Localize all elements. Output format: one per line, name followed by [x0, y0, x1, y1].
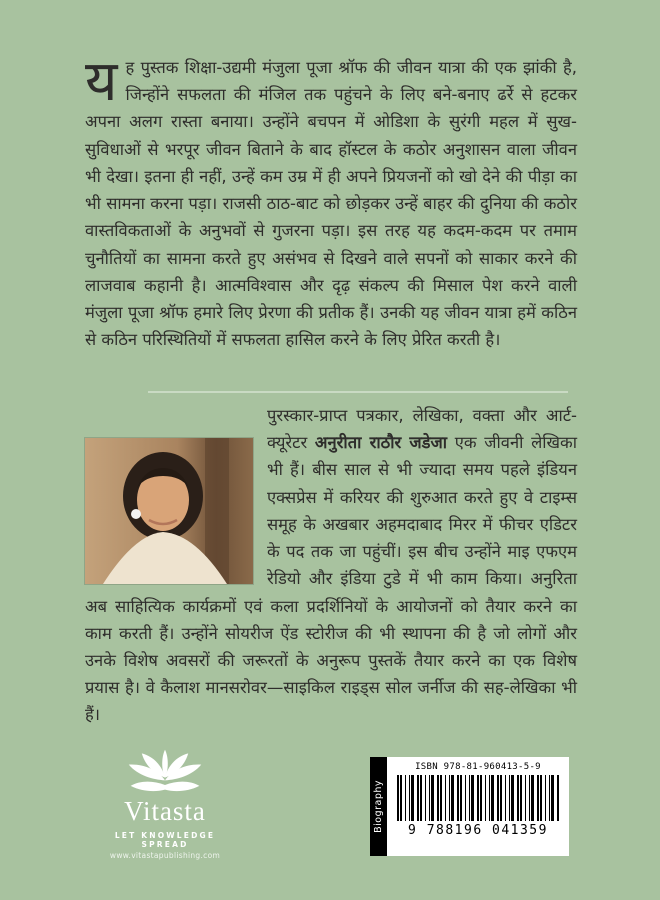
isbn-label: ISBN 978-81-960413-5-9 — [415, 762, 541, 772]
description-text: ह पुस्तक शिक्षा-उद्यमी मंजुला पूजा श्रॉफ की जीवन यात्रा की एक झांकी है, जिन्होंने सफलता की मंजिल तक पहुंचने के लिए बने-बनाए ढर्रे से हटकर अपना अलग रास्ता बनाया। उन्होंने बचपन में ओडिशा के सुरंगी महल में सुख-सुविधाओं से भरपूर जीवन बिताने के बाद हॉस्टल के कठोर अनुशासन वाला जीवन भी देखा। इतना ही नहीं, उन्हें कम उम्र में ही अपने प्रियजनों को खो देने की पीड़ा का भी सामना करना पड़ा। राजसी ठाठ-बाट को छोड़कर उन्हें बाहर की दुनिया की कठोर वास्तविकताओं के अनुभवों से गुजरना पड़ा। इस तरह यह कदम-कदम पर तमाम चुनौतियों का सामना करते हुए असंभव से दिखने वाले सपनों को साकार करने की लाजवाब कहानी है। आत्मविश्वास और दृढ़ संकल्प की मिसाल पेश करने वाली मंजुला पूजा श्रॉफ हमारे लिए प्रेरणा की प्रतीक हैं। उनकी यह जीवन यात्रा हमें कठिन से कठिन परिस्थितियों में सफलता हासिल करने के लिए प्रेरित करती है। — [85, 58, 577, 350]
publisher-website: www.vitastapublishing.com — [109, 851, 221, 860]
vitasta-logo-icon — [90, 746, 240, 798]
category-strip — [370, 757, 387, 856]
author-name: अनुरीता राठौर जडेजा — [314, 433, 448, 453]
book-with-leaves-icon — [123, 746, 207, 798]
author-portrait-illustration — [85, 438, 253, 584]
publisher-name: Vitasta — [124, 796, 206, 826]
barcode — [387, 757, 569, 856]
book-description — [85, 49, 577, 353]
barcode-bars — [397, 775, 559, 821]
isbn-digits: 9 788196 041359 — [408, 823, 548, 838]
publisher-block — [90, 746, 240, 860]
bio-text-before-name: पुरस्कार-प्राप्त पत्रकार, लेखिका, वक्ता और आर्ट-क्यूरेटर — [267, 406, 577, 453]
section-divider — [148, 391, 568, 393]
bio-text-after-name: एक जीवनी लेखिका भी हैं। बीस साल से भी ज्यादा समय पहले इंडियन एक्सप्रेस में करियर की शुरुआत करते हुए वे टाइम्स समूह के अखबार अहमदाबाद मिरर में फीचर एडिटर के पद तक जा पहुंचीं। इस बीच उन्होंने माइ एफएम रेडियो और इंडिया टुडे में भी काम किया। अनुरिता अब साहित्यिक कार्यक्रमों एवं कला प्रदर्शिनियों के आयोजनों को तैयार करने का काम करती हैं। उन्होंने सोयरीज ऐंड स्टोरीज की भी स्थापना की है जो लोगों और उनके विशेष अवसरों की जरूरतों के अनुरूप पुस्तकें तैयार करने का एक विशेष प्रयास है। वे कैलाश मानसरोवर—साइकिल राइड्स सोल जर्नीज की सह-लेखिका भी हैं। — [85, 433, 577, 725]
author-photo — [85, 438, 253, 584]
category-label: Biography — [373, 780, 384, 833]
dropcap-letter: य — [85, 49, 118, 114]
author-bio — [85, 402, 577, 729]
publisher-tagline: LET KNOWLEDGE SPREAD — [114, 831, 216, 849]
